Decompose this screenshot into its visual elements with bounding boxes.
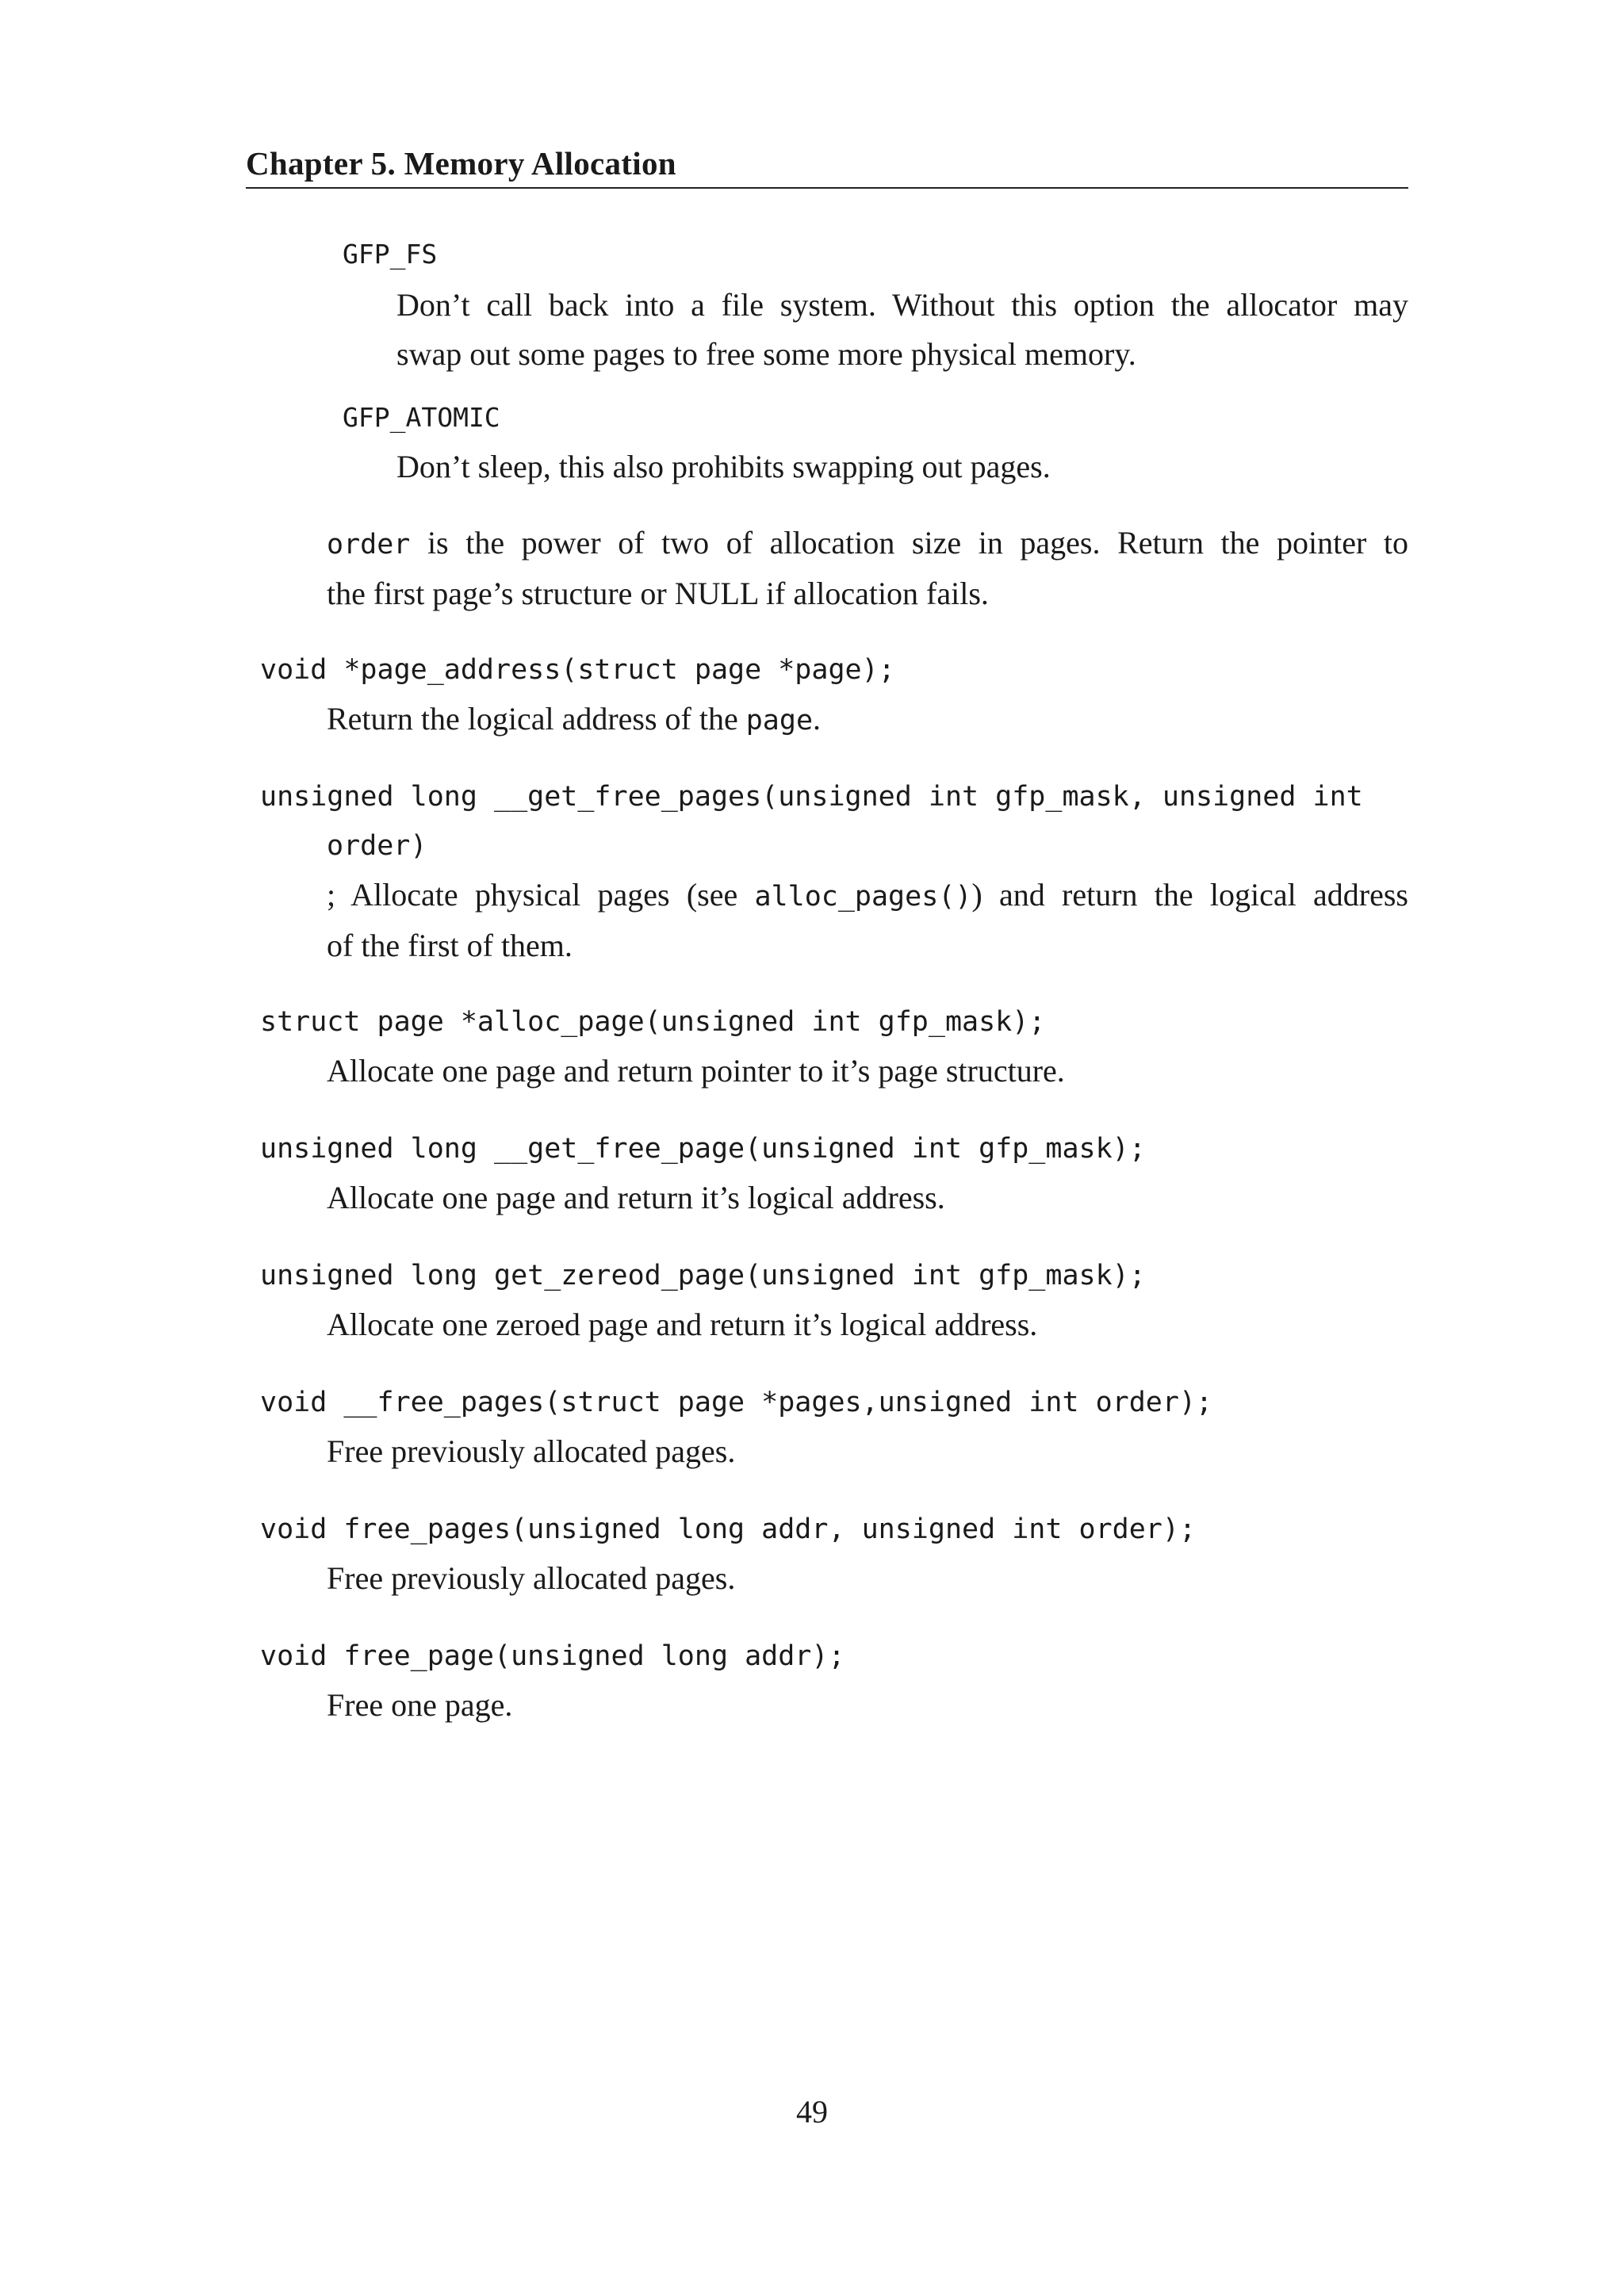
desc-line: of the first of them. [327, 928, 573, 963]
flag-name-gfp-fs: GFP_FS [343, 239, 438, 270]
desc-line: swap out some pages to free some more physical memory. [396, 336, 1136, 372]
function-signature: void __free_pages(struct page *pages,unsigned int order); [260, 1387, 1213, 1418]
function-description: Free one page. [327, 1687, 513, 1723]
function-description: Free previously allocated pages. [327, 1433, 736, 1469]
function-description: Allocate one page and return pointer to it’s page structure. [327, 1053, 1065, 1089]
function-signature: unsigned long __get_free_page(unsigned int gfp_mask); [260, 1133, 1146, 1165]
page-number: 49 [796, 2094, 828, 2130]
function-signature: void *page_address(struct page *page); [260, 654, 895, 686]
flag-name-gfp-atomic: GFP_ATOMIC [343, 402, 500, 433]
function-description [327, 871, 1408, 970]
function-description [327, 695, 1408, 745]
flag-description-gfp-fs [396, 281, 1408, 379]
order-paragraph [327, 519, 1408, 618]
function-description: Free previously allocated pages. [327, 1560, 736, 1596]
desc-text: Return the logical address of the [327, 701, 746, 737]
desc-line [327, 871, 1408, 921]
order-code: order [327, 529, 411, 561]
flag-description-gfp-atomic [396, 442, 1408, 492]
order-line-2: the first page’s structure or NULL if allocation fails. [327, 576, 989, 611]
desc-line: Don’t call back into a file system. Without this option the allocator may [396, 287, 1408, 323]
desc-code: alloc_pages() [754, 881, 972, 913]
order-line-1 [327, 519, 1408, 569]
function-signature: void free_pages(unsigned long addr, unsigned int order); [260, 1513, 1197, 1545]
running-header [246, 140, 1408, 189]
function-signature: void free_page(unsigned long addr); [260, 1640, 845, 1672]
chapter-title: Chapter 5. Memory Allocation [246, 145, 676, 182]
function-signature: unsigned long get_zereod_page(unsigned int gfp_mask); [260, 1260, 1146, 1292]
desc-text: ; Allocate physical pages (see [327, 877, 755, 913]
desc-text: ) and return the logical address [971, 877, 1408, 913]
function-signature-continued: order) [327, 830, 427, 862]
order-text: is the power of two of allocation size in pages. Return the pointer to [410, 525, 1408, 561]
desc-text: . [813, 701, 822, 737]
function-signature: struct page *alloc_page(unsigned int gfp_mask); [260, 1006, 1046, 1038]
desc-line: Don’t sleep, this also prohibits swapping out pages. [396, 449, 1051, 484]
function-description: Allocate one zeroed page and return it’s logical address. [327, 1307, 1038, 1342]
function-signature: unsigned long __get_free_pages(unsigned int gfp_mask, unsigned int [260, 781, 1363, 813]
function-description: Allocate one page and return it’s logical address. [327, 1180, 945, 1215]
desc-code: page [745, 705, 814, 737]
